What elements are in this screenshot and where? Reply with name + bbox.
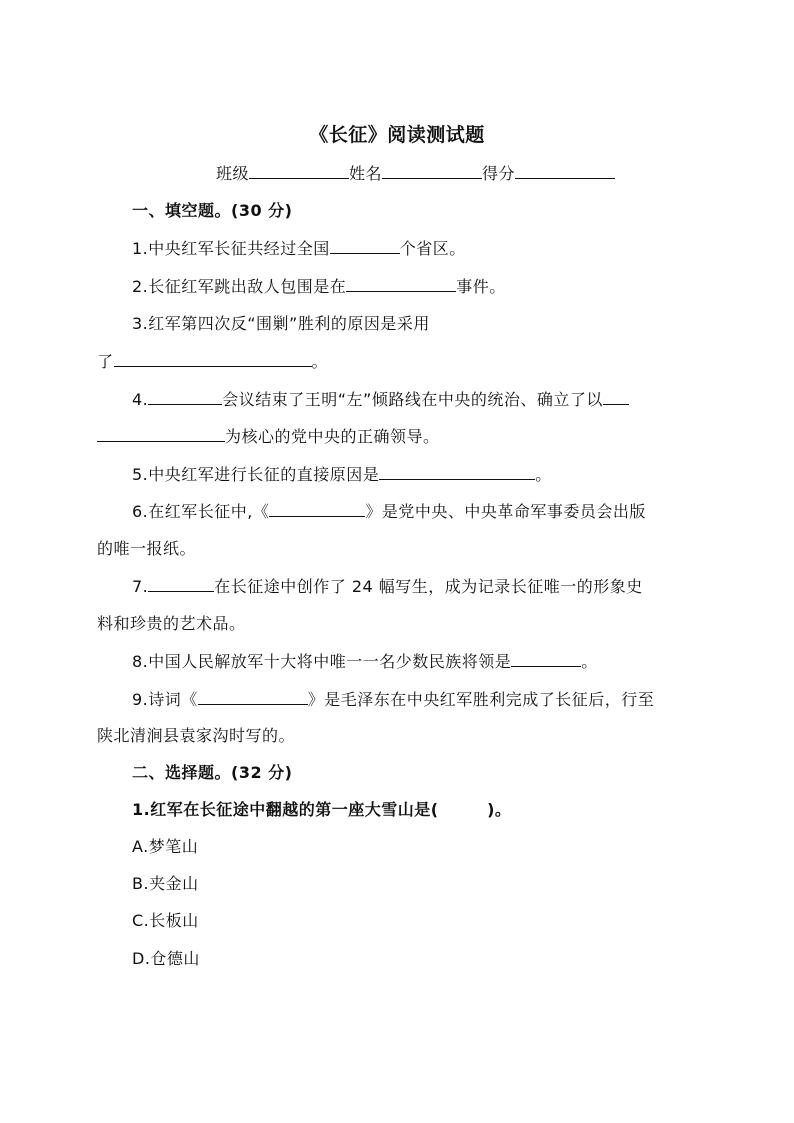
question-text: 》是毛泽东在中央红军胜利完成了长征后，行至 bbox=[307, 690, 655, 709]
score-label: 得分 bbox=[482, 164, 516, 183]
question-1-7-line1 bbox=[132, 575, 772, 598]
question-text: 了 bbox=[97, 352, 114, 371]
question-1-4-line1 bbox=[132, 388, 732, 411]
class-blank[interactable] bbox=[249, 162, 349, 179]
section2-heading: 二、选择题。(32 分) bbox=[132, 763, 293, 782]
section1-heading: 一、填空题。(30 分) bbox=[132, 201, 293, 220]
option-d[interactable]: D.仓德山 bbox=[132, 949, 200, 968]
question-text: 。 bbox=[535, 465, 552, 484]
answer-blank[interactable] bbox=[346, 275, 456, 292]
answer-blank[interactable] bbox=[511, 650, 581, 667]
class-label: 班级 bbox=[216, 164, 250, 183]
question-text: 个省区。 bbox=[399, 239, 466, 258]
question-text: 9.诗词《 bbox=[132, 690, 198, 709]
question-text: 为核心的党中央的正确领导。 bbox=[225, 427, 440, 446]
option-a[interactable]: A.梦笔山 bbox=[132, 837, 199, 856]
question-text: 。 bbox=[311, 352, 329, 371]
question-1-4-line2 bbox=[97, 425, 737, 448]
question-text: 。 bbox=[581, 652, 598, 671]
question-1-1 bbox=[132, 237, 732, 260]
answer-blank[interactable] bbox=[148, 388, 222, 405]
question-1-9-line1 bbox=[132, 688, 772, 711]
question-1-8 bbox=[132, 650, 772, 673]
question-text: 1.中央红军长征共经过全国 bbox=[132, 239, 330, 258]
answer-blank[interactable] bbox=[97, 425, 225, 442]
question-1-9-line2: 陕北清涧县袁家沟时写的。 bbox=[97, 726, 296, 745]
question-text: 5.中央红军进行长征的直接原因是 bbox=[132, 465, 380, 484]
question-text: 7. bbox=[132, 577, 149, 596]
question-1-6-line2: 的唯一报纸。 bbox=[97, 539, 197, 558]
question-1-7-line2: 料和珍贵的艺术品。 bbox=[97, 614, 246, 633]
student-info-row bbox=[216, 162, 776, 185]
question-1-3-line1: 3.红军第四次反“围剿”胜利的原因是采用 bbox=[132, 314, 430, 333]
answer-blank[interactable] bbox=[269, 500, 365, 517]
question-1-6-line1 bbox=[132, 500, 772, 523]
question-text: 会议结束了王明“左”倾路线在中央的统治、确立了以 bbox=[222, 390, 603, 409]
question-text: 8.中国人民解放军十大将中唯一一名少数民族将领是 bbox=[132, 652, 512, 671]
name-label: 姓名 bbox=[349, 164, 383, 183]
question-text: 4. bbox=[132, 390, 149, 409]
question-1-3-line2 bbox=[97, 350, 697, 373]
question-text: 2.长征红军跳出敌人包围是在 bbox=[132, 277, 347, 296]
question-2-1-stem: 1.红军在长征途中翻越的第一座大雪山是( )。 bbox=[132, 800, 512, 819]
answer-blank[interactable] bbox=[198, 688, 308, 705]
question-text: 在长征途中创作了 24 幅写生，成为记录长征唯一的形象史 bbox=[214, 577, 643, 596]
answer-blank[interactable] bbox=[379, 463, 535, 480]
answer-blank[interactable] bbox=[603, 388, 629, 405]
question-text: 》是党中央、中央革命军事委员会出版 bbox=[365, 502, 646, 521]
question-1-5 bbox=[132, 463, 732, 486]
answer-blank[interactable] bbox=[330, 237, 400, 254]
question-text: 6.在红军长征中,《 bbox=[132, 502, 270, 521]
question-text: 事件。 bbox=[456, 277, 506, 296]
question-1-2 bbox=[132, 275, 732, 298]
name-blank[interactable] bbox=[382, 162, 482, 179]
page-title: 《长征》阅读测试题 bbox=[309, 124, 485, 146]
option-b[interactable]: B.夹金山 bbox=[132, 874, 199, 893]
answer-blank[interactable] bbox=[114, 350, 312, 367]
score-blank[interactable] bbox=[515, 162, 615, 179]
option-c[interactable]: C.长板山 bbox=[132, 911, 199, 930]
answer-blank[interactable] bbox=[148, 575, 214, 592]
